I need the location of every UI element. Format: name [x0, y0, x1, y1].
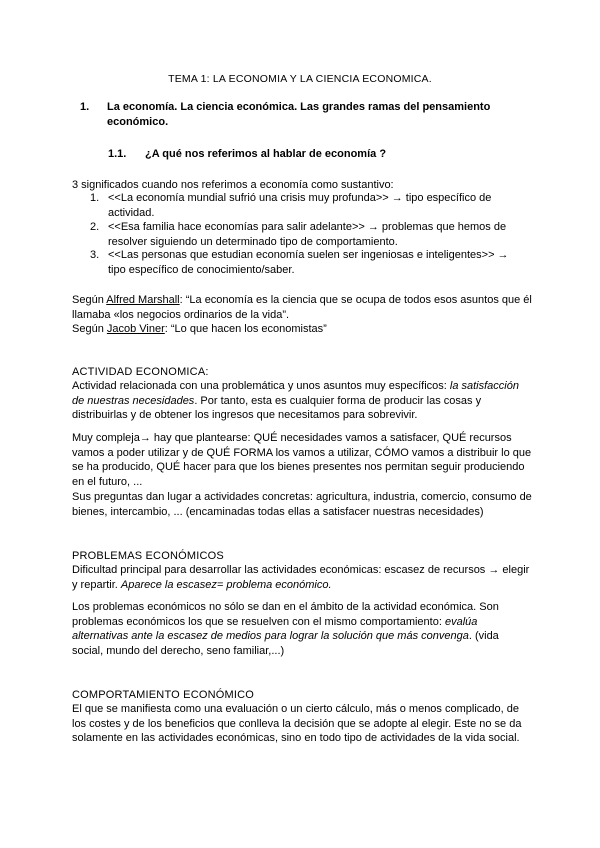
quote-text: : “Lo que hacen los economistas”: [164, 323, 327, 335]
paragraph: [72, 563, 532, 592]
heading-text: La economía. La ciencia económica. Las grandes ramas del pensamiento económico.: [107, 101, 491, 128]
subheading-text: ¿A qué nos referimos al hablar de economía ?: [145, 148, 387, 160]
paragraph: [72, 379, 532, 423]
list-text: <<Esa familia hace economías para salir adelante>> → problemas que hemos de resolver siguiendo un determinado tipo de comportamiento.: [108, 221, 507, 248]
intro-text: 3 significados cuando nos referimos a economía como sustantivo:: [72, 179, 394, 191]
list-number: 1.: [90, 192, 100, 204]
paragraph: El que se manifiesta como una evaluación o un cierto cálculo, más o menos complicado, de los costes y de los beneficios que conlleva la decisión que se adopte al elegir. Este no se da solamente en las actividades económicas, sino en todo tipo de actividades de la vida social.: [72, 703, 522, 745]
section-heading-actividad: ACTIVIDAD ECONOMICA:: [72, 366, 209, 378]
quote-viner: [72, 322, 532, 337]
quote-marshall: [72, 293, 532, 322]
quote-prefix: Según: [72, 294, 107, 306]
section-heading-problemas: PROBLEMAS ECONÓMICOS: [72, 550, 224, 562]
paragraph-text: Los problemas económicos no sólo se dan en el ámbito de la actividad económica. Son problemas económicos los que se resuelven con el mismo comportamiento:: [72, 601, 499, 628]
section-heading-comportamiento: COMPORTAMIENTO ECONÓMICO: [72, 689, 255, 701]
subheading-number: 1.1.: [108, 148, 127, 160]
author-name: Jacob Viner: [106, 323, 165, 335]
list-text: <<Las personas que estudian economía suelen ser ingeniosas e inteligentes>> → tipo específico de conocimiento/saber.: [108, 249, 509, 276]
paragraph-emphasis: evalúa alternativas ante la escasez de medios para lograr la solución que más convenga: [72, 615, 478, 643]
list-text: <<La economía mundial sufrió una crisis muy profunda>> → tipo específico de actividad.: [108, 192, 492, 219]
quote-text: : “La economía es la ciencia que se ocupa de todos esos asuntos que él llamaba «los negocios ordinarios de la vida”.: [72, 294, 532, 321]
document-title: TEMA 1: LA ECONOMIA Y LA CIENCIA ECONOMICA.: [168, 73, 432, 85]
paragraph-text: . Por tanto, esta es cualquier forma de producir las cosas y distribuirlas y de obtener los ingresos que necesitamos para sobrevivir.: [72, 394, 482, 422]
paragraph-text: . (vida social, mundo del derecho, seno familiar,...): [72, 630, 499, 657]
list-number: 3.: [90, 249, 100, 261]
quote-prefix: Según: [72, 323, 107, 335]
paragraph-text: Actividad relacionada con una problemática y unos asuntos muy específicos:: [72, 380, 450, 392]
paragraph-text: Dificultad principal para desarrollar las actividades económicas: escasez de recursos → elegir y repartir.: [72, 564, 530, 591]
paragraph: [72, 600, 532, 658]
list-number: 2.: [90, 221, 100, 233]
paragraph: Sus preguntas dan lugar a actividades concretas: agricultura, industria, comercio, consumo de bienes, intercambio, ... (encaminadas todas ellas a satisfacer nuestras necesidades): [72, 491, 532, 518]
author-name: Alfred Marshall: [106, 294, 180, 306]
heading-number: 1.: [80, 101, 90, 113]
paragraph-emphasis: Aparece la escasez= problema económico.: [120, 578, 332, 591]
paragraph: Muy compleja→ hay que plantearse: QUÉ necesidades vamos a satisfacer, QUÉ recursos vamos a poder utilizar y de QUÉ FORMA los vamos a utilizar, CÓMO vamos a distribuir lo que se ha producido, QUÉ hacer para que los bienes presentes nos permitan seguir produciendo en el futuro, ...: [72, 432, 532, 488]
paragraph-emphasis: la satisfacción de nuestras necesidades: [72, 380, 519, 407]
